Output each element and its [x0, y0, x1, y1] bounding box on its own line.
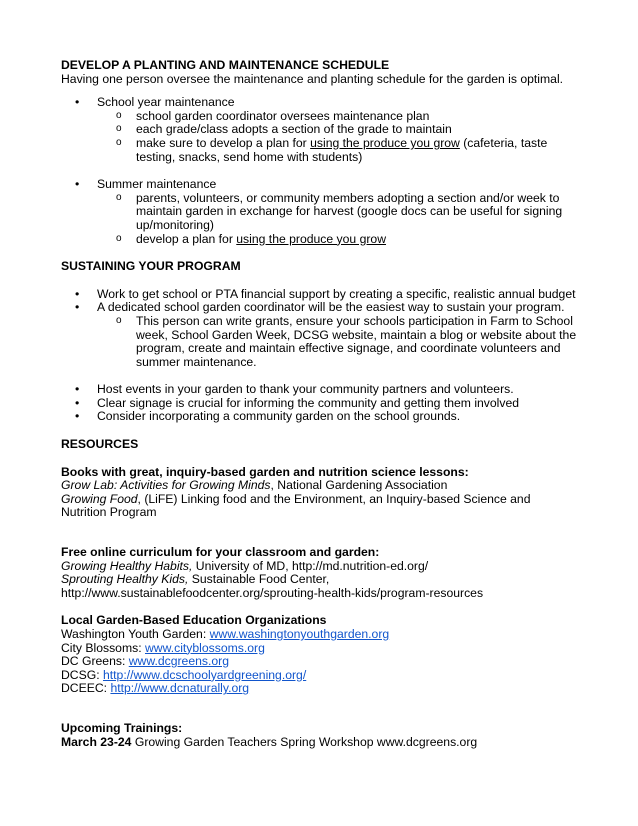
bullet-school-year: • School year maintenance: [61, 96, 577, 110]
orgs-heading: Local Garden-Based Education Organizations: [61, 613, 327, 628]
bullet: • Host events in your garden to thank your community partners and volunteers.: [61, 383, 577, 397]
bullet: • Clear signage is crucial for informing the community and getting them involved: [61, 397, 577, 411]
sub-bullet: o develop a plan for using the produce you grow: [61, 233, 577, 247]
bullet: • A dedicated school garden coordinator will be the easiest way to sustain your program.: [61, 301, 577, 315]
schedule-list: [61, 96, 577, 164]
sub-bullet: o parents, volunteers, or community members adopting a section and/or week to maintain garden in exchange for harvest (google docs can be useful for signing up/monitoring): [61, 192, 577, 233]
bullet: • Work to get school or PTA financial support by creating a specific, realistic annual budget: [61, 288, 577, 302]
org-entry: City Blossoms: www.cityblossoms.org: [61, 640, 265, 655]
book-entry: Growing Food, (LiFE) Linking food and the Environment, an Inquiry-based Science and Nutrition Program: [61, 491, 531, 520]
org-link[interactable]: www.dcgreens.org: [128, 654, 229, 669]
books-heading: Books with great, inquiry-based garden and nutrition science lessons:: [61, 464, 469, 479]
org-entry: Washington Youth Garden: www.washingtonyouthgarden.org: [61, 627, 390, 641]
training-entry: March 23-24 Growing Garden Teachers Spring Workshop www.dcgreens.org: [61, 734, 478, 749]
sub-bullet: o school garden coordinator oversees maintenance plan: [61, 110, 577, 124]
section-heading-sustaining: SUSTAINING YOUR PROGRAM: [61, 259, 241, 274]
section-heading-schedule: DEVELOP A PLANTING AND MAINTENANCE SCHEDULE: [61, 58, 390, 72]
produce-link[interactable]: using the produce you grow: [236, 231, 387, 246]
org-entry: DCSG: http://www.dcschoolyardgreening.org/: [61, 667, 307, 682]
curriculum-heading: Free online curriculum for your classroom and garden:: [61, 545, 380, 560]
sub-bullet: o make sure to develop a plan for using the produce you grow (cafeteria, taste testing, snacks, send home with students): [61, 137, 577, 164]
curriculum-entry: Sprouting Healthy Kids, Sustainable Food Center, http://www.sustainablefoodcenter.org/sprouting-health-kids/program-resources: [61, 572, 484, 600]
sustaining-list: [61, 288, 577, 370]
sustaining-list-2: [61, 383, 577, 424]
org-link[interactable]: www.cityblossoms.org: [144, 640, 265, 655]
book-entry: Grow Lab: Activities for Growing Minds, National Gardening Association: [61, 478, 448, 493]
produce-link[interactable]: using the produce you grow: [310, 135, 460, 150]
org-link[interactable]: http://www.dcschoolyardgreening.org/: [102, 667, 307, 682]
schedule-intro: Having one person oversee the maintenance and planting schedule for the garden is optimal.: [61, 71, 564, 86]
document-body: [61, 59, 577, 749]
org-entry: DCEEC: http://www.dcnaturally.org: [61, 681, 250, 696]
org-link[interactable]: www.washingtonyouthgarden.org: [209, 627, 390, 641]
curriculum-entry: Growing Healthy Habits, University of MD, http://md.nutrition-ed.org/: [61, 558, 429, 573]
org-entry: DC Greens: www.dcgreens.org: [61, 654, 229, 669]
bullet-summer: • Summer maintenance: [61, 178, 577, 192]
sub-bullet: o This person can write grants, ensure your schools participation in Farm to School week, School Garden Week, DCSG website, maintain a blog or website about the program, create and maintain effective signage, and coordinate volunteers and summer maintenance.: [61, 315, 577, 369]
bullet: • Consider incorporating a community garden on the school grounds.: [61, 410, 577, 424]
summer-list: [61, 178, 577, 246]
sub-bullet: o each grade/class adopts a section of the grade to maintain: [61, 123, 577, 137]
org-link[interactable]: http://www.dcnaturally.org: [110, 681, 250, 696]
trainings-heading: Upcoming Trainings:: [61, 720, 183, 735]
section-heading-resources: RESOURCES: [61, 437, 139, 452]
